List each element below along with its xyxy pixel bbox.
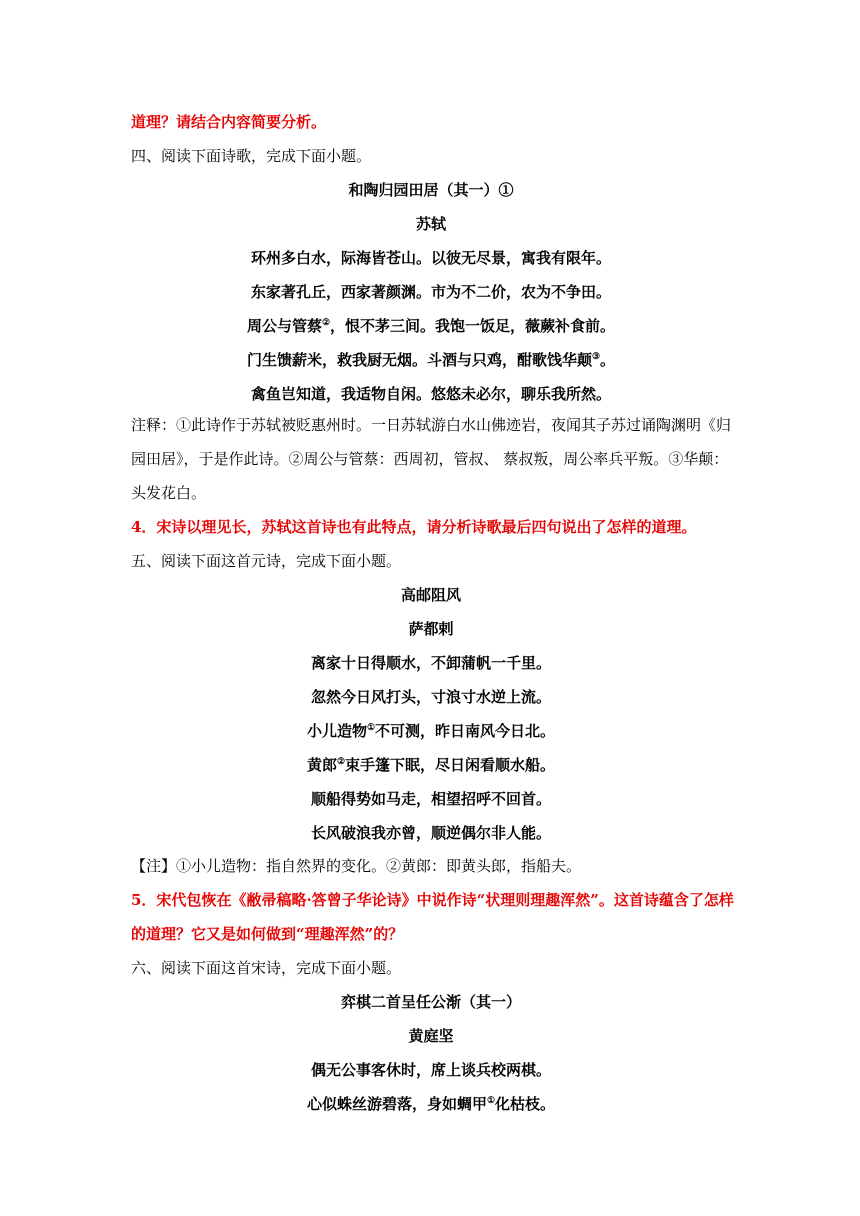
poem-4-line: 周公与管蔡②，恨不茅三间。我饱一饭足，薇蕨补食前。 — [246, 317, 616, 335]
section-6-heading: 六、阅读下面这首宋诗，完成下面小题。 — [131, 959, 402, 977]
poem-4-line: 东家著孔丘，西家著颜渊。市为不二价，农为不争田。 — [250, 283, 611, 301]
footnote-marker: ③ — [591, 352, 601, 362]
question-5 — [131, 883, 734, 951]
footnote-marker: ② — [336, 757, 346, 767]
poem-5-line: 忽然今日风打头，寸浪寸水逆上流。 — [310, 688, 551, 706]
section-5-heading: 五、阅读下面这首元诗，完成下面小题。 — [131, 552, 402, 570]
footnote-marker: ① — [366, 723, 376, 733]
note-line: 注释：①此诗作于苏轼被贬惠州时。一日苏轼游白水山佛迹岩，夜闻其子苏过诵陶渊明《归 — [131, 416, 732, 434]
poem-5-author: 萨都剌 — [408, 620, 454, 638]
poem-4-notes — [131, 408, 731, 510]
question-3-tail: 道理？请结合内容简要分析。 — [131, 113, 327, 131]
question-4: 4．宋诗以理见长，苏轼这首诗也有此特点，请分析诗歌最后四句说出了怎样的道理。 — [131, 518, 697, 536]
poem-6-author: 黄庭坚 — [408, 1027, 454, 1045]
poem-4-line: 门生馈薪米，救我厨无烟。斗酒与只鸡，酣歌饯华颠③。 — [246, 351, 616, 369]
poem-5-line: 离家十日得顺水，不卸蒲帆一千里。 — [310, 654, 551, 672]
poem-6-line: 偶无公事客休时，席上谈兵校两棋。 — [310, 1061, 551, 1079]
poem-5-line: 小儿造物①不可测，昨日南风今日北。 — [306, 722, 556, 740]
footnote-marker: ② — [321, 318, 331, 328]
poem-5-note: 【注】①小儿造物：指自然界的变化。②黄郎：即黄头郎，指船夫。 — [131, 857, 582, 875]
poem-6-line: 心似蛛丝游碧落，身如蜩甲①化枯枝。 — [306, 1095, 556, 1113]
poem-5-line: 黄郎②束手篷下眠，尽日闲看顺水船。 — [306, 756, 556, 774]
note-line: 头发花白。 — [131, 484, 207, 502]
poem-6-title: 弈棋二首呈任公渐（其一） — [340, 993, 521, 1011]
poem-5-line: 顺船得势如马走，相望招呼不回首。 — [310, 790, 551, 808]
footnote-marker: ① — [486, 1096, 496, 1106]
question-line: 的道理？它又是如何做到“理趣浑然”的？ — [131, 925, 404, 943]
poem-4-line: 环州多白水，际海皆苍山。以彼无尽景，寓我有限年。 — [250, 249, 611, 267]
question-line: 5．宋代包恢在《敝帚稿略·答曾子华论诗》中说作诗“状理则理趣浑然”。这首诗蕴含了怎样 — [131, 891, 734, 909]
section-4-heading: 四、阅读下面诗歌，完成下面小题。 — [131, 147, 372, 165]
poem-4-title: 和陶归园田居（其一）① — [348, 181, 514, 199]
poem-5-line: 长风破浪我亦曾，顺逆偶尔非人能。 — [310, 824, 551, 842]
note-line: 园田居》，于是作此诗。②周公与管蔡：西周初，管叔、 蔡叔叛，周公率兵平叛。③华颠： — [131, 450, 729, 468]
poem-5-title: 高邮阻风 — [400, 586, 461, 604]
poem-4-line: 禽鱼岂知道，我适物自闲。悠悠未必尔，聊乐我所然。 — [250, 385, 611, 403]
poem-4-author: 苏轼 — [415, 215, 446, 233]
